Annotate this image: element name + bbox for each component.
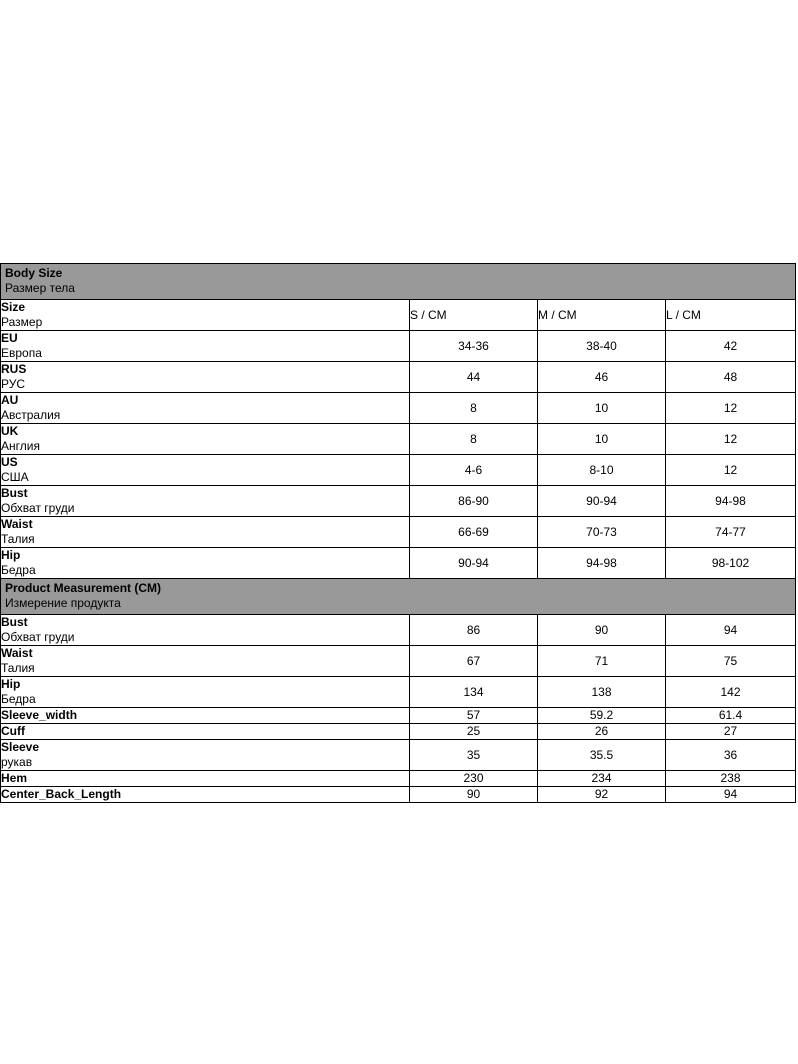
value-m: 90-94: [538, 486, 666, 517]
value-l: 238: [666, 771, 796, 787]
row-label-en: Waist: [1, 517, 33, 531]
row-label-ru: Талия: [1, 661, 35, 675]
value-s: 86: [410, 615, 538, 646]
row-label-en: US: [1, 455, 18, 469]
row-label-en: Center_Back_Length: [1, 787, 122, 801]
value-s: 34-36: [410, 331, 538, 362]
value-m: 38-40: [538, 331, 666, 362]
value-l: 98-102: [666, 548, 796, 579]
value-m: 234: [538, 771, 666, 787]
column-header-m: M / CM: [538, 300, 666, 331]
value-s: 66-69: [410, 517, 538, 548]
table-row: [1, 646, 796, 677]
value-m: 8-10: [538, 455, 666, 486]
row-label: [1, 787, 410, 803]
row-label-ru: Бедра: [1, 563, 36, 577]
value-l: 36: [666, 740, 796, 771]
value-s: 44: [410, 362, 538, 393]
value-m: 26: [538, 724, 666, 740]
value-s: 8: [410, 424, 538, 455]
column-header-row: [1, 300, 796, 331]
value-l: 12: [666, 393, 796, 424]
section-header-body-size: [1, 264, 796, 300]
value-m: 71: [538, 646, 666, 677]
row-label: [1, 548, 410, 579]
row-label-ru: США: [1, 470, 29, 484]
size-chart-table: [0, 263, 796, 803]
value-s: 35: [410, 740, 538, 771]
table-row: [1, 771, 796, 787]
table-row: [1, 424, 796, 455]
row-label-en: Sleeve_width: [1, 708, 78, 722]
table-row: [1, 724, 796, 740]
table-row: [1, 740, 796, 771]
table-row: [1, 677, 796, 708]
value-s: 67: [410, 646, 538, 677]
value-s: 134: [410, 677, 538, 708]
value-m: 70-73: [538, 517, 666, 548]
row-label-ru: Обхват груди: [1, 630, 75, 644]
row-label: [1, 362, 410, 393]
value-l: 48: [666, 362, 796, 393]
row-label-en: Sleeve: [1, 740, 40, 754]
row-label-ru: рукав: [1, 755, 33, 769]
row-label: [1, 646, 410, 677]
row-label: [1, 393, 410, 424]
value-s: 8: [410, 393, 538, 424]
row-label-en: Hip: [1, 548, 21, 562]
value-l: 142: [666, 677, 796, 708]
row-label-ru: Европа: [1, 346, 42, 360]
section-title-en: Product Measurement (CM): [5, 581, 162, 595]
value-s: 57: [410, 708, 538, 724]
value-l: 75: [666, 646, 796, 677]
column-header-label: [1, 300, 410, 331]
value-m: 10: [538, 424, 666, 455]
column-header-label-ru: Размер: [1, 315, 43, 329]
section-title-en: Body Size: [5, 266, 63, 280]
row-label: [1, 486, 410, 517]
value-m: 92: [538, 787, 666, 803]
value-s: 90: [410, 787, 538, 803]
value-l: 94: [666, 787, 796, 803]
section-header-cell: [1, 579, 796, 615]
value-s: 230: [410, 771, 538, 787]
table-row: [1, 393, 796, 424]
value-s: 90-94: [410, 548, 538, 579]
row-label-ru: Обхват груди: [1, 501, 75, 515]
value-l: 61.4: [666, 708, 796, 724]
row-label-en: AU: [1, 393, 19, 407]
row-label: [1, 615, 410, 646]
row-label: [1, 677, 410, 708]
row-label-ru: Австралия: [1, 408, 61, 422]
value-l: 74-77: [666, 517, 796, 548]
table-row: [1, 362, 796, 393]
row-label-en: Hem: [1, 771, 28, 785]
table-row: [1, 455, 796, 486]
value-m: 59.2: [538, 708, 666, 724]
row-label: [1, 517, 410, 548]
section-title-ru: Измерение продукта: [5, 596, 121, 610]
value-s: 86-90: [410, 486, 538, 517]
value-l: 12: [666, 455, 796, 486]
row-label: [1, 331, 410, 362]
row-label-ru: Бедра: [1, 692, 36, 706]
row-label: [1, 724, 410, 740]
value-l: 27: [666, 724, 796, 740]
size-chart-table-wrapper: [0, 263, 795, 803]
value-l: 12: [666, 424, 796, 455]
value-m: 46: [538, 362, 666, 393]
table-row: [1, 486, 796, 517]
value-m: 90: [538, 615, 666, 646]
column-header-s: S / CM: [410, 300, 538, 331]
column-header-l: L / CM: [666, 300, 796, 331]
row-label-ru: Англия: [1, 439, 40, 453]
row-label-en: Cuff: [1, 724, 25, 738]
table-row: [1, 787, 796, 803]
value-s: 4-6: [410, 455, 538, 486]
value-m: 35.5: [538, 740, 666, 771]
row-label: [1, 455, 410, 486]
value-m: 138: [538, 677, 666, 708]
value-m: 94-98: [538, 548, 666, 579]
row-label-en: UK: [1, 424, 19, 438]
column-header-label-en: Size: [1, 300, 26, 314]
table-row: [1, 548, 796, 579]
value-l: 42: [666, 331, 796, 362]
row-label-en: RUS: [1, 362, 27, 376]
row-label-ru: Талия: [1, 532, 35, 546]
row-label-en: Bust: [1, 486, 28, 500]
value-s: 25: [410, 724, 538, 740]
row-label: [1, 771, 410, 787]
section-header-cell: [1, 264, 796, 300]
section-title-ru: Размер тела: [5, 281, 75, 295]
row-label: [1, 708, 410, 724]
value-l: 94: [666, 615, 796, 646]
row-label: [1, 740, 410, 771]
table-row: [1, 331, 796, 362]
table-row: [1, 708, 796, 724]
table-row: [1, 615, 796, 646]
row-label-en: Bust: [1, 615, 28, 629]
value-l: 94-98: [666, 486, 796, 517]
row-label-en: EU: [1, 331, 18, 345]
row-label-en: Waist: [1, 646, 33, 660]
value-m: 10: [538, 393, 666, 424]
row-label-en: Hip: [1, 677, 21, 691]
row-label: [1, 424, 410, 455]
section-header-product-measurement: [1, 579, 796, 615]
table-row: [1, 517, 796, 548]
row-label-ru: РУС: [1, 377, 26, 391]
